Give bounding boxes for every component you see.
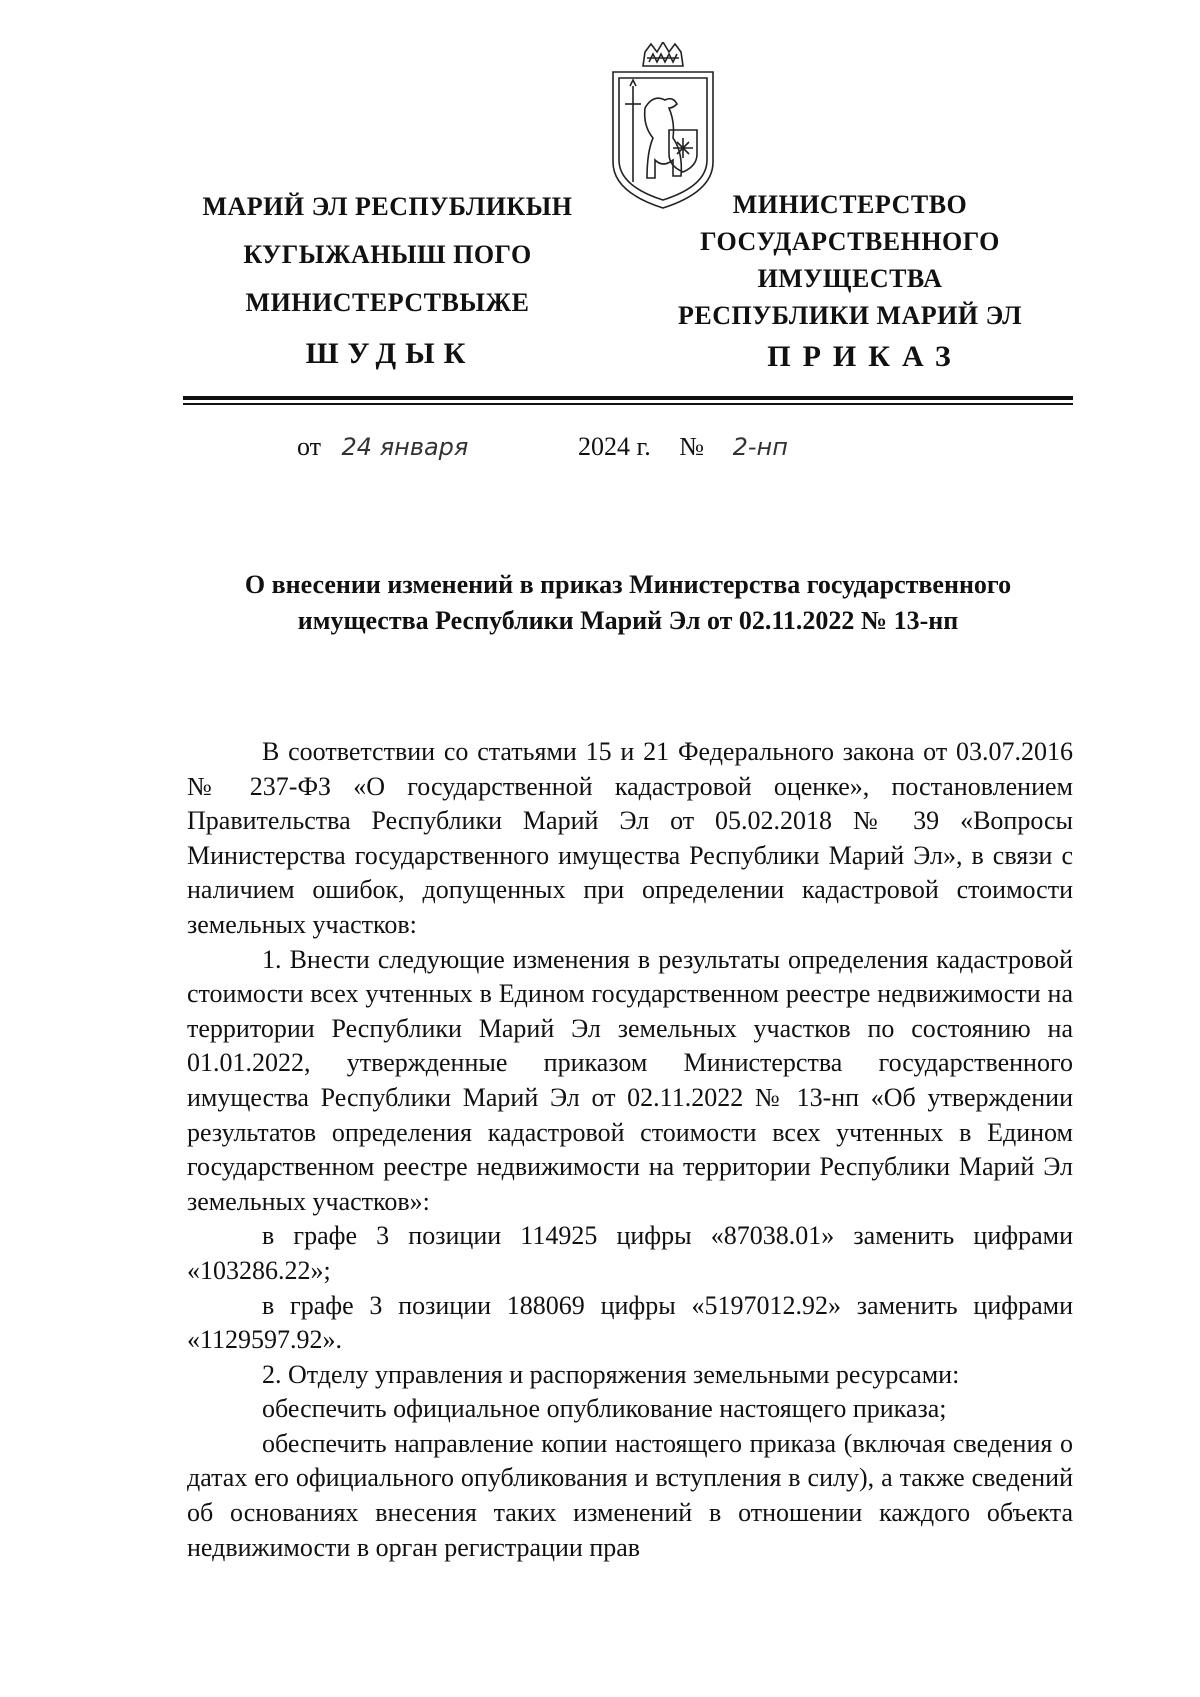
header-left-block [180, 183, 595, 327]
body-paragraph-change-2: в графе 3 позиции 188069 цифры «5197012.92» заменить цифрами «1129597.92». [187, 1290, 1073, 1355]
header-divider-thick [183, 396, 1073, 400]
document-title [183, 567, 1073, 639]
header-left-line-1: МАРИЙ ЭЛ РЕСПУБЛИКЫН [202, 192, 573, 221]
header-right-line-4: РЕСПУБЛИКИ МАРИЙ ЭЛ [677, 301, 1023, 330]
header-right-line-3: ИМУЩЕСТВА [757, 264, 943, 293]
header-right-line-2: ГОСУДАРСТВЕННОГО [700, 227, 1000, 256]
number-handwritten: 2-нп [732, 433, 788, 461]
header-left-line-2: КУГЫЖАНЫШ ПОГО [243, 240, 532, 269]
body-paragraph-change-1: в графе 3 позиции 114925 цифры «87038.01» заменить цифрами «103286.22»; [187, 1221, 1073, 1285]
body-paragraph-item-1: 1. Внести следующие изменения в результаты определения кадастровой стоимости всех учтенных в Едином государственном реестре недвижимости на территории Республики Марий Эл земельных участков по состоянию на 01.01.2022, утвержденные приказом Министерства государственного имущества Республики Марий Эл от 02.11.2022 № 13-нп «Об утверждении результатов определения кадастровой стоимости всех учтенных в Едином государственном реестре недвижимости на территории Республики Марий Эл земельных участков»: [187, 944, 1073, 1216]
body-paragraph-item-2: 2. Отделу управления и распоряжения земельными ресурсами: [262, 1359, 960, 1389]
doc-type-russian: ПРИКАЗ [767, 340, 963, 373]
date-handwritten: 24 января [341, 433, 469, 461]
document-body [187, 735, 1073, 1565]
header-divider-thin [183, 403, 1073, 405]
number-label: № [679, 432, 705, 461]
body-paragraph-send-copy: обеспечить направление копии настоящего приказа (включая сведения о датах его официального опубликования и вступления в силу), а также сведений об основаниях внесения таких изменений в отношении каждого объекта недвижимости в орган регистрации прав [187, 1428, 1073, 1562]
body-paragraph-preamble: В соответствии со статьями 15 и 21 Федерального закона от 03.07.2016 № 237-ФЗ «О государственной кадастровой оценке», постановлением Правительства Республики Марий Эл от 05.02.2018 № 39 «Вопросы Министерства государственного имущества Республики Марий Эл», в связи с наличием ошибок, допущенных при определении кадастровой стоимости земельных участков: [187, 737, 1073, 939]
header-left-line-3: МИНИСТЕРСТВЫЖЕ [245, 288, 530, 317]
date-from-label: от [297, 432, 322, 461]
header-right-line-1: МИНИСТЕРСТВО [732, 190, 968, 219]
doc-type-mari: ШУДЫК [305, 337, 475, 370]
document-title-line-1: О внесении изменений в приказ Министерства государственного [244, 570, 1012, 599]
date-year: 2024 г. [578, 432, 651, 461]
document-title-line-2: имущества Республики Марий Эл от 02.11.2022 № 13-нп [297, 606, 959, 635]
body-paragraph-publish: обеспечить официальное опубликование настоящего приказа; [262, 1394, 947, 1424]
date-number-line [297, 432, 788, 462]
header-right-block [650, 186, 1050, 334]
